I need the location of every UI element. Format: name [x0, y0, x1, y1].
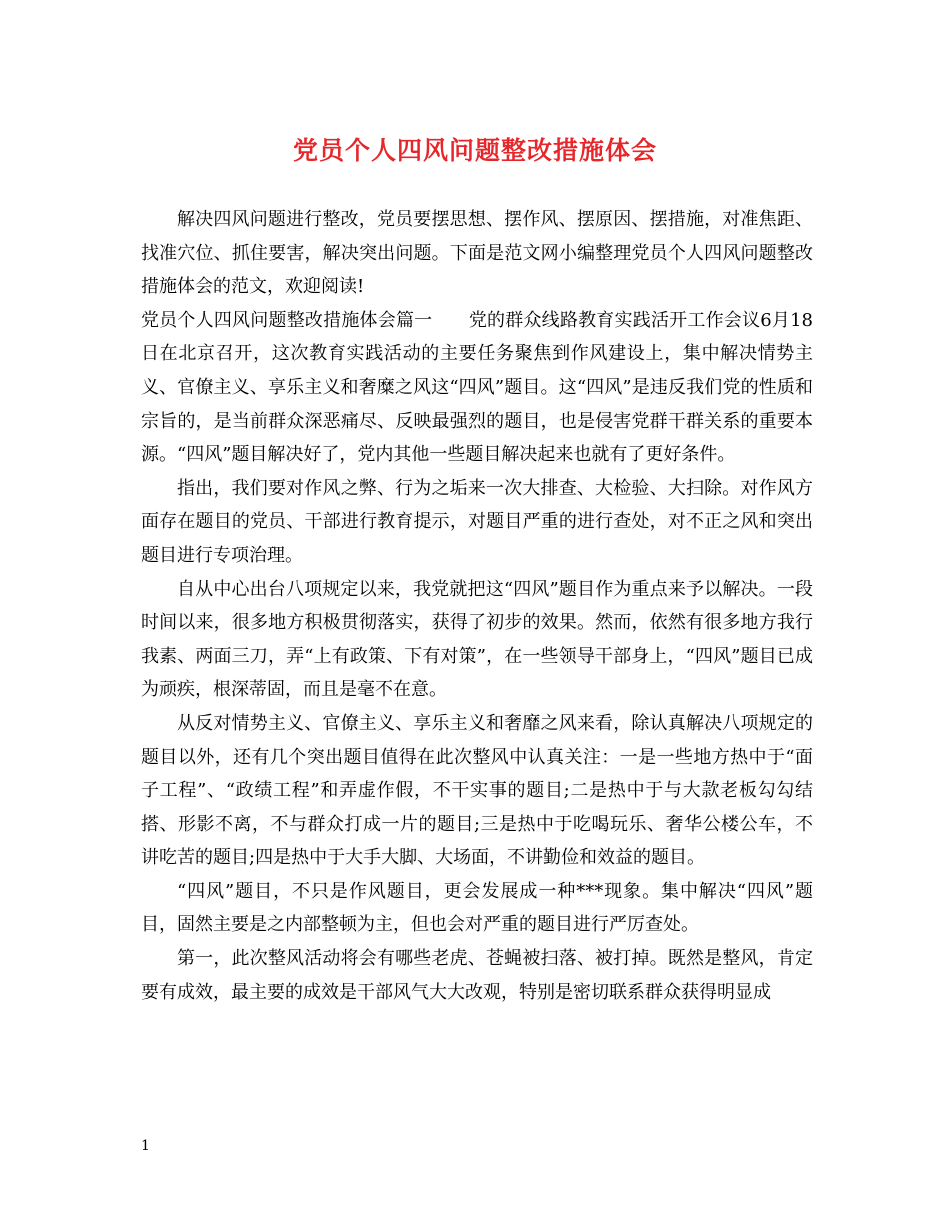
document-body: [141, 203, 813, 1009]
paragraph-four-issues: 从反对情势主义、官僚主义、享乐主义和奢靡之风来看，除认真解决八项规定的题目以外，还有几个突出题目值得在此次整风中认真关注：一是一些地方热中于“面子工程”、“政绩工程”和弄虚作假，不干实事的题目;二是热中于与大款老板勾勾结搭、形影不离，不与群众打成一片的题目;三是热中于吃喝玩乐、奢华公楼公车，不讲吃苦的题目;四是热中于大手大脚、大场面，不讲勤俭和效益的题目。: [141, 712, 813, 869]
paragraph-inspection: 指出，我们要对作风之弊、行为之垢来一次大排查、大检验、大扫除。对作风方面存在题目的党员、干部进行教育提示，对题目严重的进行查处，对不正之风和突出题目进行专项治理。: [141, 477, 813, 566]
page-number: 1: [141, 1138, 150, 1154]
paragraph-section-one: 党员个人四风问题整改措施体会篇一 党的群众线路教育实践活开工作会议6月18日在北京召开，这次教育实践活动的主要任务聚焦到作风建设上，集中解决情势主义、官僚主义、享乐主义和奢糜之风这“四风”题目。这“四风”是违反我们党的性质和宗旨的，是当前群众深恶痛尽、反映最强烈的题目，也是侵害党群干群关系的重要本源。“四风”题目解决好了，党内其他一些题目解决起来也就有了更好条件。: [141, 309, 813, 466]
paragraph-intro: 解决四风问题进行整改，党员要摆思想、摆作风、摆原因、摆措施，对准焦距、找准穴位、抓住要害，解决突出问题。下面是范文网小编整理党员个人四风问题整改措施体会的范文，欢迎阅读!: [141, 209, 813, 298]
paragraph-first-point: 第一，此次整风活动将会有哪些老虎、苍蝇被扫落、被打掉。既然是整风，肯定要有成效，最主要的成效是干部风气大大改观，特别是密切联系群众获得明显成: [141, 948, 813, 1003]
document-title: 党员个人四风问题整改措施体会: [292, 136, 657, 165]
paragraph-four-winds: “四风”题目，不只是作风题目，更会发展成一种***现象。集中解决“四风”题目，固然主要是之内部整顿为主，但也会对严重的题目进行严厉查处。: [141, 880, 813, 936]
paragraph-eight-rules: 自从中心出台八项规定以来，我党就把这“四风”题目作为重点来予以解决。一段时间以来，很多地方积极贯彻落实，获得了初步的效果。然而，依然有很多地方我行我素、两面三刀，弄“上有政策、下有对策”，在一些领导干部身上，“四风”题目已成为顽疾，根深蒂固，而且是毫不在意。: [141, 578, 813, 701]
